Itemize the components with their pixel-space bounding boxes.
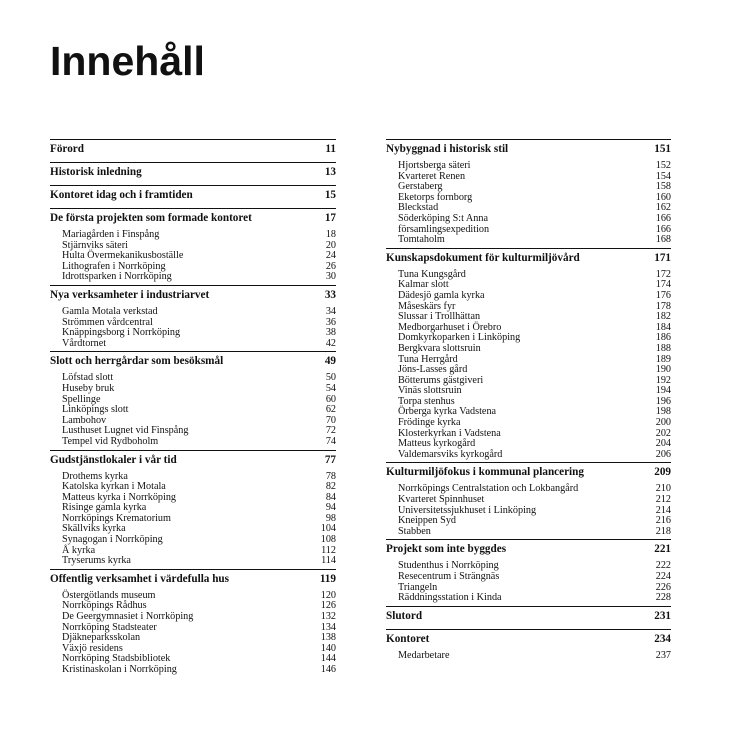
toc-entry	[50, 665, 336, 676]
section-title: De första projekten som formade kontoret	[50, 212, 252, 224]
entry-page-number: 114	[321, 555, 336, 567]
entry-title: Strömmen vårdcentral	[62, 316, 153, 328]
entry-page-number: 138	[320, 632, 336, 644]
entry-page-number: 212	[655, 494, 671, 506]
entry-page-number: 204	[655, 438, 671, 450]
toc-entry-list	[50, 230, 336, 285]
entry-page-number: 188	[655, 342, 671, 354]
entry-page-number: 186	[655, 332, 671, 344]
entry-title: Medborgarhuset i Örebro	[398, 321, 502, 333]
toc-section	[50, 162, 336, 185]
entry-page-number: 134	[320, 621, 336, 633]
toc-entry	[50, 230, 336, 241]
entry-title: Stabben	[398, 525, 431, 537]
toc-section	[50, 450, 336, 569]
entry-title: församlingsexpedition	[398, 223, 490, 235]
entry-title: Idrottsparken i Norrköping	[62, 271, 172, 283]
entry-page-number: 192	[655, 374, 671, 386]
section-title: Kunskapsdokument för kulturmiljövård	[386, 251, 580, 264]
entry-page-number: 237	[655, 649, 671, 661]
toc-entry	[50, 437, 336, 448]
entry-title: Matteus kyrkogård	[398, 438, 476, 450]
entry-page-number: 18	[325, 229, 336, 240]
entry-page-number: 34	[325, 305, 336, 317]
toc-entry	[386, 344, 671, 355]
entry-title: Djäkneparksskolan	[62, 632, 141, 644]
entry-page-number: 152	[655, 160, 671, 171]
toc-entry-list	[386, 651, 671, 664]
entry-page-number: 210	[655, 483, 671, 495]
section-page-number: 171	[654, 251, 671, 264]
section-heading	[386, 249, 671, 270]
entry-page-number: 82	[325, 481, 336, 493]
section-title: Nybyggnad i historisk stil	[386, 143, 509, 155]
entry-title: Norrköping Stadsbibliotek	[62, 653, 171, 665]
entry-page-number: 94	[325, 502, 336, 514]
entry-title: Lambohov	[62, 414, 107, 426]
section-heading	[386, 463, 671, 484]
toc-entry-list	[386, 484, 671, 539]
section-page-number: 13	[324, 166, 336, 178]
toc-entry	[386, 572, 671, 583]
entry-title: Lithografen i Norrköping	[62, 260, 166, 272]
toc-entry	[50, 307, 336, 318]
entry-title: Kneippen Syd	[398, 515, 457, 527]
entry-title: Löfstad slott	[62, 372, 114, 384]
entry-title: Medarbetare	[398, 649, 450, 661]
entry-title: Universitetssjukhuset i Linköping	[398, 504, 537, 516]
entry-page-number: 38	[325, 327, 336, 339]
entry-title: Hjortsberga säteri	[398, 160, 471, 171]
entry-page-number: 62	[325, 404, 336, 416]
section-heading	[386, 630, 671, 651]
entry-page-number: 98	[325, 512, 336, 524]
section-page-number: 15	[324, 189, 336, 201]
entry-page-number: 146	[320, 664, 336, 675]
entry-title: Vinäs slottsruin	[398, 385, 462, 397]
toc-entry-list	[50, 307, 336, 351]
entry-page-number: 158	[655, 181, 671, 193]
entry-title: Å kyrka	[62, 544, 96, 556]
section-heading	[50, 140, 336, 162]
entry-title: Lusthuset Lugnet vid Finspång	[62, 425, 189, 437]
entry-title: Klosterkyrkan i Vadstena	[398, 427, 501, 439]
entry-page-number: 162	[655, 202, 671, 214]
toc-section	[386, 606, 671, 629]
entry-page-number: 78	[325, 470, 336, 482]
entry-page-number: 70	[325, 414, 336, 426]
entry-title: Norrköpings Rådhus	[62, 600, 147, 612]
entry-page-number: 214	[655, 504, 671, 516]
entry-title: Triangeln	[398, 581, 438, 593]
toc-left-column	[50, 139, 336, 678]
entry-title: Tomtaholm	[398, 234, 445, 246]
entry-page-number: 84	[325, 491, 336, 503]
entry-title: Stjärnviks säteri	[62, 239, 128, 251]
section-heading	[50, 186, 336, 208]
toc-section	[386, 629, 671, 664]
entry-title: Jöns-Lasses gård	[398, 364, 468, 376]
section-title: Slott och herrgårdar som besöksmål	[50, 355, 224, 368]
entry-title: Valdemarsviks kyrkogård	[398, 448, 503, 460]
entry-page-number: 72	[325, 425, 336, 437]
section-title: Projekt som inte byggdes	[386, 543, 507, 556]
section-page-number: 119	[319, 572, 336, 585]
page-title: Innehåll	[50, 38, 205, 84]
entry-title: Norrköpings Krematorium	[62, 512, 171, 524]
entry-page-number: 228	[655, 592, 671, 604]
entry-page-number: 224	[655, 571, 671, 582]
entry-page-number: 194	[655, 385, 671, 397]
entry-title: Dädesjö gamla kyrka	[398, 289, 485, 301]
entry-page-number: 132	[320, 611, 336, 623]
entry-page-number: 144	[320, 653, 336, 665]
toc-section	[386, 248, 671, 463]
section-page-number: 33	[324, 288, 336, 301]
entry-page-number: 189	[655, 353, 671, 365]
entry-title: Gerstaberg	[398, 181, 443, 193]
entry-title: Tuna Kungsgård	[398, 268, 466, 280]
entry-title: Gamla Motala verkstad	[62, 305, 158, 317]
section-heading	[50, 570, 336, 591]
entry-page-number: 26	[325, 260, 336, 272]
toc-entry	[386, 527, 671, 538]
entry-page-number: 200	[655, 417, 671, 429]
entry-page-number: 198	[655, 406, 671, 418]
toc-entry-list	[50, 472, 336, 569]
section-page-number: 231	[654, 609, 671, 622]
toc-entry	[386, 651, 671, 662]
entry-title: Kvarteret Renen	[398, 170, 466, 182]
entry-title: Tryserums kyrka	[62, 555, 131, 567]
entry-page-number: 166	[655, 212, 671, 224]
section-heading	[50, 286, 336, 307]
entry-page-number: 60	[325, 393, 336, 405]
section-title: Slutord	[386, 609, 423, 622]
entry-page-number: 120	[320, 589, 336, 601]
entry-page-number: 36	[325, 316, 336, 328]
entry-title: Domkyrkoparken i Linköping	[398, 332, 521, 344]
section-title: Gudstjänstlokaler i vår tid	[50, 453, 177, 466]
entry-title: Kvarteret Spinnhuset	[398, 494, 485, 506]
entry-page-number: 160	[655, 191, 671, 203]
entry-page-number: 226	[655, 581, 671, 593]
section-page-number: 221	[654, 543, 671, 556]
toc-entry	[50, 556, 336, 567]
section-page-number: 234	[654, 632, 671, 645]
entry-page-number: 126	[320, 600, 336, 612]
entry-title: Synagogan i Norrköping	[62, 534, 163, 546]
section-title: Kontoret	[386, 632, 430, 645]
entry-page-number: 20	[325, 239, 336, 251]
toc-entry	[386, 161, 671, 172]
toc-entry	[50, 272, 336, 283]
section-page-number: 151	[654, 143, 671, 155]
entry-title: De Geergymnasiet i Norrköping	[62, 611, 194, 623]
toc-entry	[386, 291, 671, 302]
entry-page-number: 182	[655, 311, 671, 323]
entry-title: Kalmar slott	[398, 279, 449, 291]
toc-entry-list	[386, 561, 671, 605]
entry-page-number: 184	[655, 321, 671, 333]
section-heading	[386, 607, 671, 629]
toc-section	[50, 351, 336, 449]
entry-title: Katolska kyrkan i Motala	[62, 481, 166, 493]
toc-entry-list	[50, 373, 336, 449]
entry-page-number: 176	[655, 289, 671, 301]
entry-title: Risinge gamla kyrka	[62, 502, 147, 514]
entry-page-number: 222	[655, 560, 671, 572]
toc-section	[386, 462, 671, 539]
entry-page-number: 202	[655, 427, 671, 439]
toc-entry-list	[386, 270, 671, 463]
toc-section	[386, 139, 671, 248]
entry-title: Måseskärs fyr	[398, 300, 456, 312]
entry-page-number: 154	[655, 170, 671, 182]
section-title: Historisk inledning	[50, 166, 142, 178]
entry-title: Linköpings slott	[62, 404, 129, 416]
entry-title: Frödinge kyrka	[398, 417, 461, 429]
entry-page-number: 216	[655, 515, 671, 527]
entry-page-number: 108	[320, 534, 336, 546]
entry-page-number: 112	[321, 544, 336, 556]
section-page-number: 49	[324, 355, 336, 368]
entry-title: Matteus kyrka i Norrköping	[62, 491, 177, 503]
entry-page-number: 140	[320, 642, 336, 654]
toc-entry	[386, 214, 671, 225]
entry-title: Tuna Herrgård	[398, 353, 458, 365]
entry-page-number: 206	[655, 448, 671, 460]
toc-entry-list	[50, 591, 336, 678]
toc-section	[50, 208, 336, 285]
entry-page-number: 50	[325, 372, 336, 384]
entry-title: Torpa stenhus	[398, 395, 455, 407]
section-title: Nya verksamheter i industriarvet	[50, 288, 210, 301]
entry-title: Norrköping Stadsteater	[62, 621, 157, 633]
entry-page-number: 174	[655, 279, 671, 291]
section-title: Offentlig verksamhet i värdefulla hus	[50, 572, 229, 585]
toc-section	[50, 185, 336, 208]
section-page-number: 17	[324, 212, 336, 224]
entry-page-number: 218	[655, 525, 671, 537]
entry-page-number: 196	[655, 395, 671, 407]
section-heading	[386, 140, 671, 161]
entry-page-number: 24	[325, 250, 336, 262]
entry-title: Bleckstad	[398, 202, 439, 214]
entry-title: Knäppingsborg i Norrköping	[62, 327, 181, 339]
entry-title: Bötterums gästgiveri	[398, 374, 484, 386]
section-heading	[50, 163, 336, 185]
section-heading	[50, 352, 336, 373]
entry-title: Söderköping S:t Anna	[398, 212, 488, 224]
toc-entry-list	[386, 161, 671, 248]
toc-entry	[50, 384, 336, 395]
toc-entry	[386, 450, 671, 461]
section-page-number: 11	[325, 143, 336, 155]
toc-section	[50, 285, 336, 351]
section-heading	[50, 209, 336, 230]
entry-page-number: 54	[325, 382, 336, 394]
toc-section	[386, 539, 671, 605]
entry-page-number: 190	[655, 364, 671, 376]
entry-page-number: 166	[655, 223, 671, 235]
entry-title: Slussar i Trollhättan	[398, 311, 481, 323]
entry-title: Östergötlands museum	[62, 589, 156, 601]
entry-title: Hulta Övermekanikusboställe	[62, 250, 184, 262]
section-title: Kulturmiljöfokus i kommunal plancering	[386, 466, 584, 479]
entry-title: Bergkvara slottsruin	[398, 342, 481, 354]
entry-title: Norrköpings Centralstation och Lokbangård	[398, 483, 579, 495]
entry-title: Vårdtornet	[62, 337, 107, 349]
section-page-number: 209	[654, 466, 671, 479]
toc-right-column	[386, 139, 671, 663]
entry-title: Räddningsstation i Kinda	[398, 592, 502, 604]
toc-section	[50, 569, 336, 678]
section-heading	[386, 540, 671, 561]
entry-title: Örberga kyrka Vadstena	[398, 406, 497, 418]
entry-page-number: 42	[325, 337, 336, 349]
entry-title: Tempel vid Rydboholm	[62, 435, 159, 447]
toc-section	[50, 139, 336, 162]
entry-title: Resecentrum i Strängnäs	[398, 571, 500, 582]
section-title: Förord	[50, 143, 84, 155]
section-title: Kontoret idag och i framtiden	[50, 189, 193, 201]
entry-title: Studenthus i Norrköping	[398, 560, 499, 572]
entry-title: Huseby bruk	[62, 382, 115, 394]
section-heading	[50, 451, 336, 472]
entry-title: Mariagården i Finspång	[62, 229, 160, 240]
entry-page-number: 168	[655, 234, 671, 246]
entry-title: Spellinge	[62, 393, 101, 405]
toc-entry	[386, 593, 671, 604]
toc-entry	[50, 339, 336, 350]
entry-page-number: 178	[655, 300, 671, 312]
entry-page-number: 74	[325, 435, 336, 447]
entry-title: Kristinaskolan i Norrköping	[62, 664, 177, 675]
entry-title: Drothems kyrka	[62, 470, 128, 482]
entry-page-number: 172	[655, 268, 671, 280]
entry-title: Växjö residens	[62, 642, 123, 654]
entry-page-number: 104	[320, 523, 336, 535]
toc-entry	[386, 235, 671, 246]
entry-title: Eketorps fornborg	[398, 191, 473, 203]
section-page-number: 77	[324, 453, 336, 466]
entry-page-number: 30	[325, 271, 336, 283]
entry-title: Skällviks kyrka	[62, 523, 126, 535]
